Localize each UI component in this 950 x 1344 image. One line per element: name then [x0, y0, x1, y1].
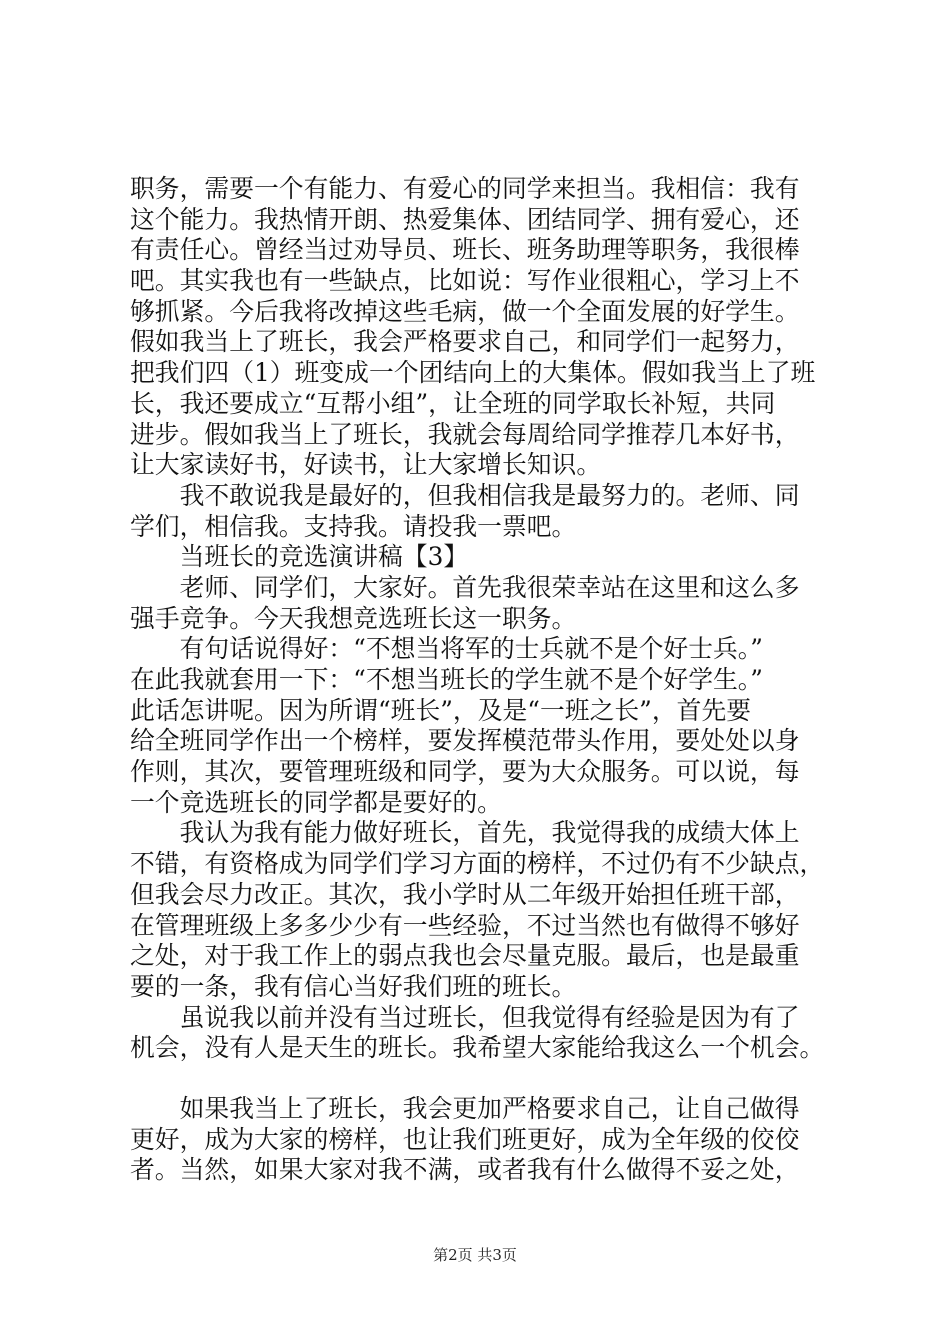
paragraph-block [130, 174, 850, 1064]
paragraph-gap [130, 1064, 850, 1094]
text-line: 一个竞选班长的同学都是要好的。 [130, 787, 502, 817]
text-line: 在此我就套用一下：“不想当班长的学生就不是个好学生。” [130, 665, 763, 694]
text-line: 要的一条，我有信心当好我们班的班长。 [130, 971, 577, 1001]
text-line: 虽说我以前并没有当过班长，但我觉得有经验是因为有了 [130, 1002, 800, 1032]
text-line: 学们，相信我。支持我。请投我一票吧。 [130, 511, 577, 541]
text-line: 但我会尽力改正。其次，我小学时从二年级开始担任班干部， [130, 879, 800, 909]
text-line: 更好，成为大家的榜样，也让我们班更好，成为全年级的佼佼 [130, 1124, 800, 1154]
document-body [130, 174, 850, 1186]
text-line: 作则，其次，要管理班级和同学，要为大众服务。可以说，每 [130, 757, 800, 787]
text-line: 假如我当上了班长，我会严格要求自己，和同学们一起努力， [130, 327, 800, 357]
text-line: 吧。其实我也有一些缺点，比如说：写作业很粗心，学习上不 [130, 266, 800, 296]
text-line: 长，我还要成立“互帮小组”，让全班的同学取长补短，共同 [130, 388, 776, 418]
text-line: 有责任心。曾经当过劝导员、班长、班务助理等职务，我很棒 [130, 235, 800, 265]
text-line: 在管理班级上多多少少有一些经验，不过当然也有做得不够好 [130, 910, 800, 940]
text-line: 我不敢说我是最好的，但我相信我是最努力的。老师、同 [130, 480, 800, 510]
text-line: 此话怎讲呢。因为所谓“班长”，及是“一班之长”，首先要 [130, 695, 752, 725]
page-footer: 第2页 共3页 [433, 1246, 517, 1264]
text-line: 者。当然，如果大家对我不满，或者我有什么做得不妥之处， [130, 1155, 800, 1185]
text-line: 够抓紧。今后我将改掉这些毛病，做一个全面发展的好学生。 [130, 296, 800, 326]
paragraph-block [130, 1094, 850, 1186]
text-line: 如果我当上了班长，我会更加严格要求自己，让自己做得 [130, 1093, 800, 1123]
text-line: 当班长的竞选演讲稿【3】 [130, 542, 469, 572]
text-line: 强手竞争。今天我想竞选班长这一职务。 [130, 603, 577, 633]
text-line: 有句话说得好：“不想当将军的士兵就不是个好士兵。” [130, 634, 763, 664]
text-line: 老师、同学们，大家好。首先我很荣幸站在这里和这么多 [130, 572, 800, 602]
text-line: 进步。假如我当上了班长，我就会每周给同学推荐几本好书， [130, 419, 800, 449]
text-line: 职务，需要一个有能力、有爱心的同学来担当。我相信：我有 [130, 174, 800, 203]
text-line: 机会，没有人是天生的班长。我希望大家能给我这么一个机会。 [130, 1033, 825, 1063]
text-line: 把我们四（1）班变成一个团结向上的大集体。假如我当上了班 [130, 358, 816, 388]
text-line: 之处，对于我工作上的弱点我也会尽量克服。最后，也是最重 [130, 941, 800, 971]
text-line: 给全班同学作出一个榜样，要发挥模范带头作用，要处处以身 [130, 726, 800, 756]
text-line: 我认为我有能力做好班长，首先，我觉得我的成绩大体上 [130, 818, 800, 848]
text-line: 这个能力。我热情开朗、热爱集体、团结同学、拥有爱心，还 [130, 204, 800, 234]
text-line: 不错，有资格成为同学们学习方面的榜样，不过仍有不少缺点， [130, 849, 825, 879]
text-line: 让大家读好书，好读书，让大家增长知识。 [130, 450, 602, 480]
